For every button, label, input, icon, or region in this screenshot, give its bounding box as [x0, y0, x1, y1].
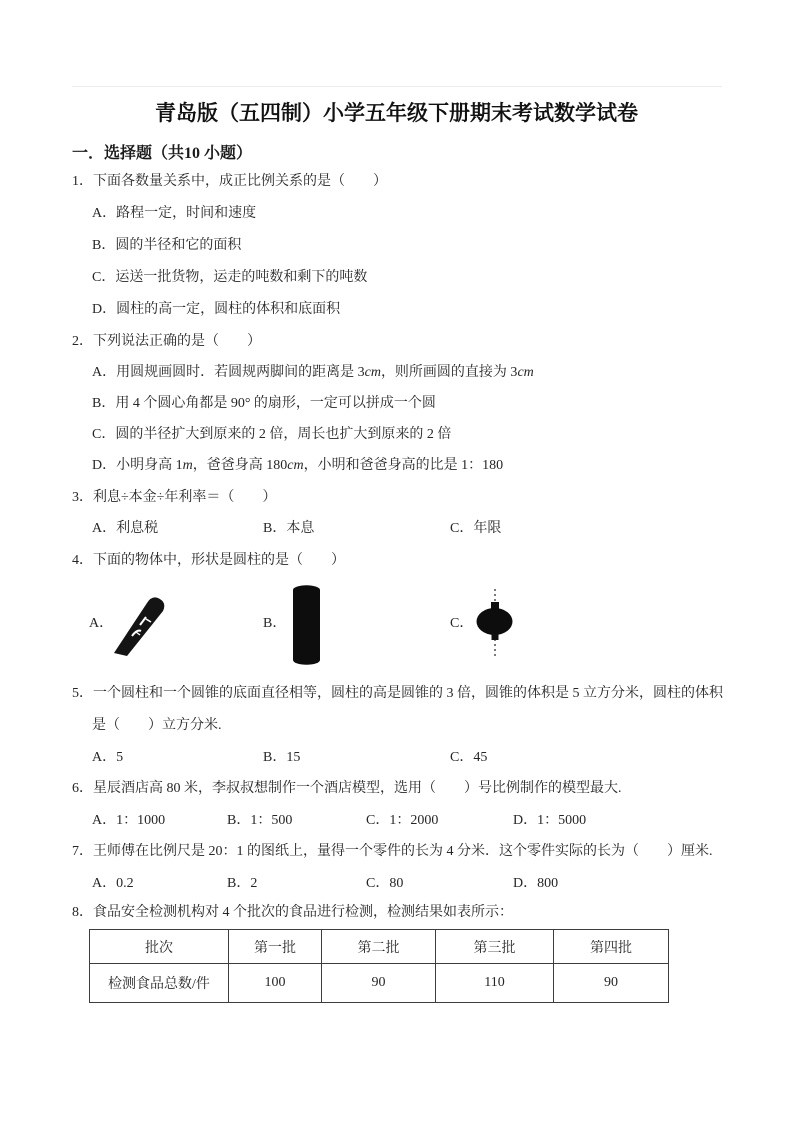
- table-value-batch2: 90: [322, 964, 436, 1003]
- q5-option-c: C．45: [450, 750, 488, 765]
- table-value-batch3: 110: [436, 964, 554, 1003]
- q7-option-a: A．0.2: [92, 876, 134, 891]
- q4-figure-label-c: C．: [450, 616, 474, 631]
- cone-object-image: [110, 592, 170, 658]
- q4-stem: 4．下面的物体中，形状是圆柱的是（ ）: [72, 553, 345, 568]
- q3-stem: 3．利息÷本金÷年利率＝（ ）: [72, 490, 277, 505]
- table-header-batch3: 第三批: [436, 930, 554, 964]
- q5-option-a: A．5: [92, 750, 124, 765]
- q2-option-d-part3: ，小明和爸爸身高的比是 1：180: [303, 458, 504, 473]
- q2-option-a-unit2: cm: [517, 365, 534, 380]
- q2-option-d-unit2: cm: [287, 458, 304, 473]
- table-value-batch1: 100: [229, 964, 322, 1003]
- q3-option-c: C．年限: [450, 521, 502, 536]
- q1-stem: 1．下面各数量关系中，成正比例关系的是（ ）: [72, 174, 387, 189]
- q7-option-b: B．2: [227, 876, 258, 891]
- q2-option-d: [92, 456, 503, 476]
- q4-figure-label-a: A．: [89, 616, 114, 631]
- q2-option-c: C．圆的半径扩大到原来的 2 倍，周长也扩大到原来的 2 倍: [92, 427, 452, 442]
- q1-option-b: B．圆的半径和它的面积: [92, 238, 242, 253]
- section-heading: 一．选择题（共10 小题）: [72, 145, 253, 162]
- q3-option-a: A．利息税: [92, 521, 159, 536]
- q2-stem: 2．下列说法正确的是（ ）: [72, 334, 261, 349]
- q1-option-a: A．路程一定，时间和速度: [92, 206, 257, 221]
- table-header-batch: 批次: [90, 930, 229, 964]
- q6-option-b: B．1：500: [227, 813, 293, 828]
- q2-option-d-part2: ，爸爸身高 180: [192, 458, 288, 473]
- q2-option-d-part1: D．小明身高 1: [92, 458, 183, 473]
- q5-stem-line2: 是（ ）立方分米.: [92, 718, 222, 733]
- page-title: 青岛版（五四制）小学五年级下册期末考试数学试卷: [155, 101, 638, 125]
- q5-stem-line1: 5．一个圆柱和一个圆锥的底面直径相等，圆柱的高是圆锥的 3 倍，圆锥的体积是 5 立方分米，圆柱的体积: [72, 686, 723, 701]
- table-row-label: 检测食品总数/件: [90, 964, 229, 1003]
- q2-option-a-unit1: cm: [364, 365, 381, 380]
- page-top-rule: [72, 86, 722, 87]
- cylinder-object-image: [292, 584, 322, 666]
- q7-stem: 7．王师傅在比例尺是 20：1 的图纸上，量得一个零件的长为 4 分米．这个零件实际的长为（ ）厘米.: [72, 844, 713, 859]
- q3-option-b: B．本息: [263, 521, 315, 536]
- q5-option-b: B．15: [263, 750, 301, 765]
- table-header-batch4: 第四批: [554, 930, 669, 964]
- q6-option-a: A．1：1000: [92, 813, 166, 828]
- q2-option-b: B．用 4 个圆心角都是 90° 的扇形，一定可以拼成一个圆: [92, 396, 436, 411]
- q6-option-c: C．1：2000: [366, 813, 439, 828]
- q2-option-a-part2: ，则所画圆的直接为 3: [380, 365, 518, 380]
- table-value-batch4: 90: [554, 964, 669, 1003]
- q2-option-d-unit1: m: [182, 458, 193, 473]
- table-data-row: [90, 964, 669, 1003]
- q6-option-d: D．1：5000: [513, 813, 587, 828]
- q6-stem: 6．星辰酒店高 80 米，李叔叔想制作一个酒店模型，选用（ ）号比例制作的模型最大.: [72, 781, 622, 796]
- q1-option-c: C．运送一批货物，运走的吨数和剩下的吨数: [92, 270, 368, 285]
- table-header-batch2: 第二批: [322, 930, 436, 964]
- q4-figure-label-b: B．: [263, 616, 287, 631]
- q8-stem: 8．食品安全检测机构对 4 个批次的食品进行检测，检测结果如表所示：: [72, 905, 513, 920]
- q2-option-a: [92, 363, 534, 383]
- q7-option-c: C．80: [366, 876, 404, 891]
- q1-option-d: D．圆柱的高一定，圆柱的体积和底面积: [92, 302, 341, 317]
- detection-results-table: [89, 929, 669, 1003]
- table-header-row: [90, 930, 669, 964]
- lantern-object-image: [474, 588, 516, 658]
- q7-option-d: D．800: [513, 876, 559, 891]
- q2-option-a-part1: A．用圆规画圆时．若圆规两脚间的距离是 3: [92, 365, 365, 380]
- table-header-batch1: 第一批: [229, 930, 322, 964]
